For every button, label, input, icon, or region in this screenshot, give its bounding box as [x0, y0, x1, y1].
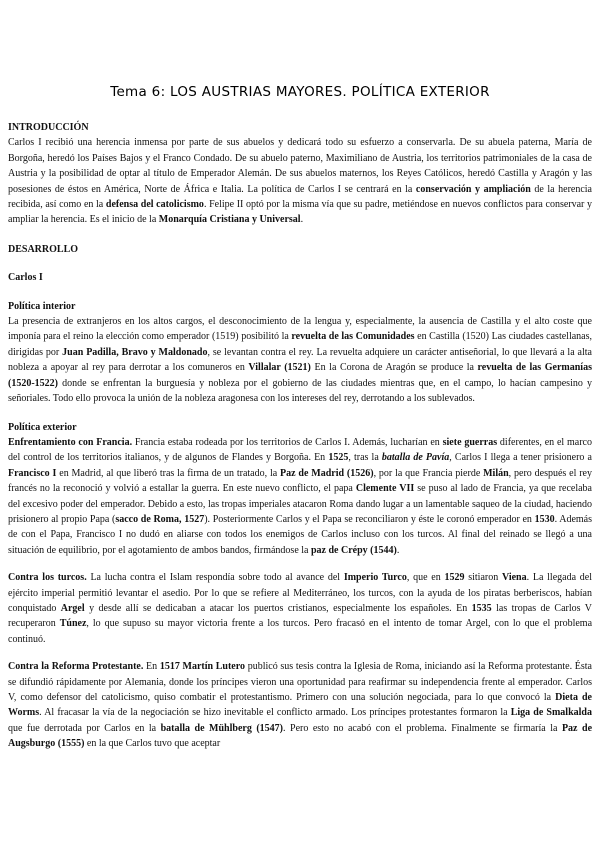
text-run: , que en	[406, 572, 445, 584]
subheading-politica-interior: Política interior	[8, 300, 76, 312]
text-run: ). Posteriormente Carlos y el Papa se reconciliaron y éste le coronó emperador en	[204, 513, 535, 525]
bold-term: Clemente VII	[355, 483, 415, 495]
text-run: .	[300, 214, 304, 226]
spacer	[8, 407, 592, 420]
bold-term: Monarquía Cristiana y Universal	[158, 214, 301, 226]
spacer	[8, 558, 592, 570]
text-run: , lo que supuso su mayor victoria frente a los turcos. Pero fracasó en el intento de tomar Argel, con lo que el problema continuó.	[8, 618, 593, 645]
text-run: . Además de con el Papa, Francisco I no dudó en aliarse con todos los enemigos de Carlos incluso con los turcos. Al final del reinado se llegó a una situación de equilibrio, por el agotamiento de ambos bandos, firmándose la	[8, 513, 593, 556]
text-run: En la Corona de Aragón se produce la	[310, 362, 478, 374]
bold-term: Túnez	[59, 618, 87, 630]
text-run: , por la que Francia pierde	[373, 467, 484, 479]
bold-term: conservación y ampliación	[415, 183, 531, 195]
bold-lead: Contra los turcos.	[8, 572, 87, 584]
paragraph-politica-interior	[8, 314, 592, 406]
bold-term: Milán	[483, 467, 509, 479]
bold-term: Dieta de Worms	[8, 692, 592, 719]
bold-lead: Contra la Reforma Protestante.	[8, 661, 144, 673]
text-run: donde se enfrentan la burguesía y nobleza por el gobierno de las ciudades mientras que, en el campo, lo hacían campesino y señoriales. Todo ello provoca la unión de la nobleza aragonesa con los intereses del rey, derrotando a los sublevados.	[8, 377, 592, 405]
bold-term: Paz de Madrid (1526)	[280, 467, 374, 479]
text-run: en la que Carlos tuvo que aceptar	[84, 738, 221, 750]
spacer	[8, 228, 592, 242]
text-run: . Al fracasar la vía de la negociación se hizo inevitable el conflicto armado. Los príncipes protestantes formaron la	[39, 707, 511, 719]
bold-term: batalla de Mühlberg (1547)	[160, 722, 283, 734]
text-run: . La llegada del ejército imperial permitió levantar el asedio. Por lo que se refiere al Mediterráneo, los turcos, con la ayuda de los piratas berberiscos, habían conquistado	[8, 572, 592, 614]
paragraph-francia	[8, 435, 592, 558]
bold-term: paz de Crépy (1544)	[310, 544, 397, 556]
paragraph-introduccion	[8, 135, 592, 227]
bold-term: Argel	[60, 602, 85, 614]
text-run: , Carlos I llega a tener prisionero a	[449, 452, 592, 464]
text-run: diferentes, en el marco del control de los territorios italianos, y de algunos de Flandes y Borgoña. En	[8, 436, 592, 464]
text-run: , tras la	[348, 452, 382, 464]
text-run: en Castilla (1520) Las ciudades castellanas, dirigidas por	[8, 331, 592, 358]
text-run: las tropas de Carlos V recuperaron	[8, 602, 592, 630]
text-run: , se levantan contra el rey. La revuelta adquiere un carácter antiseñorial, lo que llevará a la alta nobleza a apoyar al rey para derrotar a los comuneros en	[8, 346, 592, 374]
subheading-carlos: Carlos I	[8, 272, 43, 284]
text-run: . Pero esto no acabó con el problema. Finalmente se firmaría la	[283, 722, 562, 734]
paragraph-turcos	[8, 570, 592, 647]
text-run: de la herencia recibida, así como en la	[8, 183, 592, 211]
section-heading-introduccion: INTRODUCCIÓN	[8, 122, 89, 133]
bold-term: Liga de Smalkalda	[510, 707, 592, 719]
text-run: que fue derrotada por Carlos en la	[8, 722, 161, 734]
bold-term: Villalar (1521)	[248, 362, 311, 374]
bold-term: Paz de Augsburgo (1555)	[8, 722, 593, 750]
bold-term: 1535	[471, 602, 492, 614]
text-run: y desde allí se dedicaban a atacar los puertos cristianos, especialmente los españoles. En	[84, 602, 472, 614]
bold-term: 1517 Martín Lutero	[159, 661, 246, 673]
document-body	[8, 120, 592, 752]
bold-term: 1525	[328, 452, 349, 464]
text-run: en Madrid, al que liberó tras la firma de un tratado, la	[56, 467, 281, 479]
page-title: Tema 6: LOS AUSTRIAS MAYORES. POLÍTICA EXTERIOR	[110, 84, 490, 100]
text-run: Carlos I recibió una herencia inmensa por parte de sus abuelos y dedicará todo su esfuerzo a conservarla. De su abuela paterna, María de Borgoña, heredó los Países Bajos y el Franco Condado. De su abuelo paterno, Maximiliano de Austria, los territorios patrimoniales de la casa de Austria y la posibilidad de optar al título de Emperador Alemán. De sus abuelos maternos, los Reyes Católicos, heredó Castilla y Aragón y las posesiones de éstos en América, Norte de África e Italia. La política de Carlos I se centrará en la	[8, 137, 592, 195]
text-run: .	[396, 544, 400, 556]
bold-term: revuelta de las Germanías (1520-1522)	[8, 362, 592, 389]
paragraph-reforma	[8, 659, 592, 751]
text-run: sitiaron	[464, 572, 502, 584]
bold-term: defensa del catolicismo	[105, 199, 204, 211]
spacer	[8, 647, 592, 659]
bold-term: sacco de Roma, 1527	[115, 513, 205, 525]
bold-lead: Enfrentamiento con Francia.	[8, 436, 133, 448]
text-run: se puso al lado de Francia, ya que recelaba del excesivo poder del emperador. Debido a esto, las tropas imperiales atacaron Roma dando lugar a un lamentable saqueo de la ciudad, haciendo prisionero al propio Papa (	[8, 483, 592, 525]
text-run: La presencia de extranjeros en los altos cargos, el desconocimiento de la lengua y, especialmente, la ausencia de Castilla y el alto coste que imponía para el reino la elección como emperador (1519) posibilitó la	[8, 316, 592, 343]
bold-term: 1530	[534, 513, 555, 525]
bold-term: siete guerras	[442, 436, 498, 448]
section-heading-desarrollo: DESARROLLO	[8, 243, 79, 255]
text-run: La lucha contra el Islam respondía sobre todo al avance del	[86, 572, 344, 584]
text-run: , pero después el rey francés no la reconoció y volvió a estallar la guerra. En este nuevo conflicto, el papa	[8, 467, 592, 495]
text-run: . Felipe II optó por la misma vía que su padre, metiéndose en nuevos conflictos para conservar y ampliar la herencia. Es el inicio de la	[8, 199, 593, 226]
bold-term: Imperio Turco	[343, 572, 407, 584]
text-run: Francia estaba rodeada por los territorios de Carlos I. Además, lucharían en	[132, 436, 443, 448]
spacer	[8, 286, 592, 299]
bold-term: 1529	[444, 572, 465, 584]
spacer	[8, 257, 592, 270]
bold-term: Juan Padilla, Bravo y Maldonado	[62, 346, 208, 358]
bold-term: revuelta de las Comunidades	[291, 331, 415, 343]
bold-term: batalla de Pavía	[381, 452, 450, 464]
subheading-politica-exterior: Política exterior	[8, 421, 77, 433]
text-run: publicó sus tesis contra la Iglesia de Roma, iniciando así la Reforma protestante. Ésta se difundió rápidamente por Alemania, donde los príncipes vieron una oportunidad para reafirmar su independencia frente al emperador. Carlos V, como defensor del catolicismo, quiso combatir el protestantismo. Primero con una solución negociada, para lo que convocó la	[8, 661, 592, 703]
bold-term: Viena	[501, 572, 527, 584]
bold-term: Francisco I	[8, 467, 57, 479]
text-run: En	[143, 661, 160, 673]
